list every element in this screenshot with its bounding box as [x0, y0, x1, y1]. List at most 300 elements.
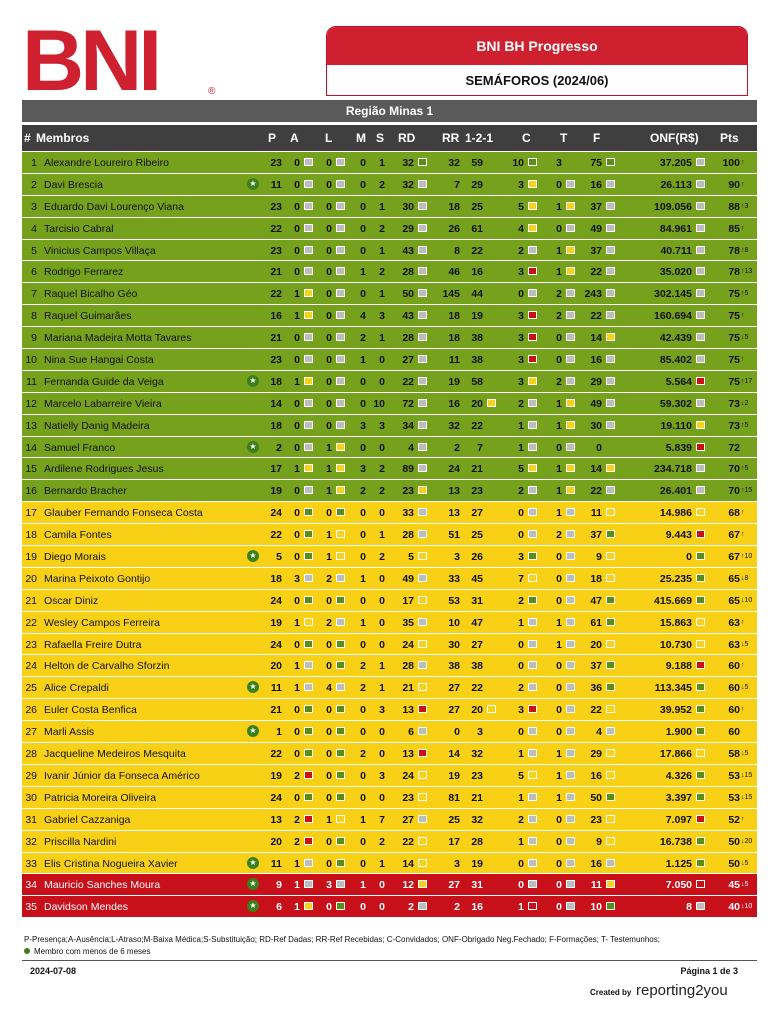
table-row: [22, 502, 757, 524]
row-number: 12: [25, 397, 37, 410]
status-indicator-icon: [336, 180, 345, 188]
cell-l: 2: [326, 616, 332, 629]
cell-p: 23: [270, 354, 282, 367]
pts-trend: ↑5: [741, 421, 749, 429]
cell-t: 1: [556, 769, 562, 782]
status-indicator-icon: [528, 224, 537, 232]
status-indicator-icon: [696, 267, 705, 275]
cell-m: 2: [360, 485, 366, 498]
status-indicator-icon: [606, 311, 615, 319]
report-date: 2024-07-08: [30, 966, 77, 976]
status-indicator-icon: [418, 552, 427, 560]
status-indicator-icon: [418, 859, 427, 867]
cell-c: 0: [518, 529, 524, 542]
status-indicator-icon: [418, 815, 427, 823]
cell-f: 37: [590, 529, 602, 542]
status-indicator-icon: [336, 552, 345, 560]
cell-c: 1: [518, 835, 524, 848]
cell-f: 9: [596, 551, 602, 564]
table-row: [22, 699, 757, 721]
table-row: [22, 458, 757, 480]
cell-p: 22: [270, 529, 282, 542]
cell-pts: 70: [728, 463, 740, 476]
cell-onf: 25.235: [659, 572, 692, 585]
cell-p: 5: [276, 551, 282, 564]
cell-l: 0: [326, 288, 332, 301]
cell-s: 1: [379, 857, 385, 870]
status-indicator-icon: [487, 705, 496, 713]
cell-p: 19: [270, 485, 282, 498]
cell-l: 0: [326, 857, 332, 870]
cell-rd: 28: [402, 332, 414, 345]
col-s: S: [376, 131, 385, 145]
status-indicator-icon: [304, 508, 313, 516]
member-name: Ivanir Júnior da Fonseca Américo: [44, 769, 200, 782]
status-indicator-icon: [304, 224, 313, 232]
cell-t: 1: [556, 419, 562, 432]
cell-s: 0: [379, 354, 385, 367]
cell-m: 0: [360, 244, 366, 257]
cell-rr: 27: [448, 682, 460, 695]
cell-l: 0: [326, 507, 332, 520]
cell-a: 1: [294, 682, 300, 695]
table-header: [22, 125, 757, 151]
cell-m: 0: [360, 835, 366, 848]
status-indicator-icon: [528, 377, 537, 385]
status-indicator-icon: [304, 880, 313, 888]
cell-rr: 18: [448, 332, 460, 345]
table-row: [22, 874, 757, 896]
status-indicator-icon: [336, 705, 345, 713]
status-indicator-icon: [418, 618, 427, 626]
cell-f: 29: [590, 748, 602, 761]
member-name: Diego Morais: [44, 551, 106, 564]
cell-t: 1: [556, 266, 562, 279]
row-number: 31: [25, 813, 37, 826]
cell-p: 20: [270, 660, 282, 673]
cell-f: 49: [590, 222, 602, 235]
cell-l: 0: [326, 200, 332, 213]
member-name: Gabriel Cazzaniga: [44, 813, 131, 826]
cell-a: 0: [294, 726, 300, 739]
cell-rd: 21: [402, 682, 414, 695]
status-indicator-icon: [336, 377, 345, 385]
cell-l: 2: [326, 572, 332, 585]
cell-t: 0: [556, 441, 562, 454]
status-indicator-icon: [606, 399, 615, 407]
cell-f: 22: [590, 704, 602, 717]
table-row: [22, 765, 757, 787]
cell-a: 0: [294, 419, 300, 432]
cell-t: 1: [556, 748, 562, 761]
status-indicator-icon: [566, 355, 575, 363]
cell-c: 3: [518, 704, 524, 717]
cell-t: 1: [556, 507, 562, 520]
cell-s: 1: [379, 332, 385, 345]
col-rr: RR: [442, 131, 460, 145]
member-name: Priscilla Nardini: [44, 835, 117, 848]
status-indicator-icon: [566, 508, 575, 516]
status-indicator-icon: [304, 837, 313, 845]
status-indicator-icon: [304, 443, 313, 451]
cell-one21: 20: [471, 397, 483, 410]
status-indicator-icon: [418, 727, 427, 735]
cell-l: 4: [326, 682, 332, 695]
cell-c: 1: [518, 748, 524, 761]
cell-pts: 75: [728, 375, 740, 388]
cell-l: 0: [326, 594, 332, 607]
cell-a: 1: [294, 463, 300, 476]
cell-pts: 40: [728, 901, 740, 914]
cell-p: 21: [270, 266, 282, 279]
cell-onf: 17.866: [659, 748, 692, 761]
cell-l: 1: [326, 551, 332, 564]
cell-a: 1: [294, 288, 300, 301]
cell-pts: 75: [728, 288, 740, 301]
status-indicator-icon: [304, 574, 313, 582]
status-indicator-icon: [304, 311, 313, 319]
cell-p: 14: [270, 397, 282, 410]
cell-pts: 65: [728, 572, 740, 585]
member-name: Natielly Danig Madeira: [44, 419, 150, 432]
status-indicator-icon: [336, 443, 345, 451]
members-table: [22, 152, 757, 918]
cell-a: 0: [294, 638, 300, 651]
cell-rd: 23: [402, 485, 414, 498]
status-indicator-icon: [566, 552, 575, 560]
page-number: Página 1 de 3: [680, 966, 738, 976]
row-number: 28: [25, 748, 37, 761]
new-member-dot-icon: [24, 948, 30, 954]
status-indicator-icon: [696, 859, 705, 867]
cell-f: 23: [590, 813, 602, 826]
table-row: [22, 196, 757, 218]
cell-s: 10: [373, 397, 385, 410]
cell-f: 22: [590, 266, 602, 279]
status-indicator-icon: [528, 311, 537, 319]
cell-onf: 5.839: [665, 441, 692, 454]
cell-l: 0: [326, 791, 332, 804]
status-indicator-icon: [696, 683, 705, 691]
cell-one21: 7: [477, 441, 483, 454]
cell-f: 10: [590, 901, 602, 914]
status-indicator-icon: [418, 289, 427, 297]
row-number: 23: [25, 638, 37, 651]
status-indicator-icon: [606, 246, 615, 254]
pts-trend: ↑: [741, 531, 745, 539]
status-indicator-icon: [606, 224, 615, 232]
cell-onf: 234.718: [654, 463, 692, 476]
status-indicator-icon: [304, 530, 313, 538]
cell-rd: 28: [402, 660, 414, 673]
cell-l: 0: [326, 178, 332, 191]
cell-l: 0: [326, 375, 332, 388]
cell-a: 1: [294, 879, 300, 892]
cell-l: 0: [326, 310, 332, 323]
cell-s: 2: [379, 222, 385, 235]
cell-c: 1: [518, 441, 524, 454]
cell-m: 3: [360, 419, 366, 432]
status-indicator-icon: [304, 552, 313, 560]
member-name: Alice Crepaldi: [44, 682, 109, 695]
cell-s: 1: [379, 244, 385, 257]
cell-rd: 27: [402, 813, 414, 826]
cell-rd: 13: [402, 704, 414, 717]
cell-c: 1: [518, 616, 524, 629]
cell-t: 0: [556, 332, 562, 345]
cell-rr: 13: [448, 485, 460, 498]
status-indicator-icon: [528, 859, 537, 867]
cell-pts: 90: [728, 178, 740, 191]
pts-trend: ↑: [741, 312, 745, 320]
status-indicator-icon: [418, 421, 427, 429]
cell-m: 0: [360, 638, 366, 651]
cell-t: 0: [556, 178, 562, 191]
status-indicator-icon: [528, 443, 537, 451]
cell-t: 0: [556, 704, 562, 717]
status-indicator-icon: [336, 311, 345, 319]
status-indicator-icon: [418, 880, 427, 888]
new-member-star-icon: ★: [247, 681, 259, 693]
row-number: 5: [31, 244, 37, 257]
cell-onf: 0: [686, 551, 692, 564]
cell-t: 0: [556, 682, 562, 695]
cell-t: 1: [556, 616, 562, 629]
cell-rd: 43: [402, 310, 414, 323]
cell-p: 2: [276, 441, 282, 454]
cell-rd: 22: [402, 835, 414, 848]
registered-mark: ®: [208, 86, 216, 96]
pts-trend: ↑5: [741, 465, 749, 473]
cell-t: 0: [556, 835, 562, 848]
cell-pts: 73: [728, 397, 740, 410]
status-indicator-icon: [304, 399, 313, 407]
member-name: Davidson Mendes: [44, 901, 129, 914]
status-indicator-icon: [304, 180, 313, 188]
status-indicator-icon: [528, 661, 537, 669]
cell-c: 2: [518, 244, 524, 257]
table-row: [22, 853, 757, 875]
status-indicator-icon: [606, 771, 615, 779]
new-member-star-icon: ★: [247, 878, 259, 890]
status-indicator-icon: [566, 902, 575, 910]
status-indicator-icon: [566, 311, 575, 319]
cell-p: 22: [270, 222, 282, 235]
cell-one21: 31: [471, 594, 483, 607]
status-indicator-icon: [566, 683, 575, 691]
status-indicator-icon: [336, 640, 345, 648]
status-indicator-icon: [304, 815, 313, 823]
cell-s: 0: [379, 791, 385, 804]
cell-onf: 415.669: [654, 594, 692, 607]
status-indicator-icon: [336, 158, 345, 166]
cell-s: 2: [379, 485, 385, 498]
cell-c: 2: [518, 397, 524, 410]
cell-l: 0: [326, 244, 332, 257]
status-indicator-icon: [528, 530, 537, 538]
cell-rd: 23: [402, 791, 414, 804]
status-indicator-icon: [696, 158, 705, 166]
cell-onf: 113.345: [654, 682, 692, 695]
cell-p: 11: [270, 857, 282, 870]
status-indicator-icon: [336, 202, 345, 210]
table-row: [22, 896, 757, 918]
status-indicator-icon: [336, 618, 345, 626]
cell-pts: 60: [728, 660, 740, 673]
status-indicator-icon: [696, 246, 705, 254]
status-indicator-icon: [606, 640, 615, 648]
cell-a: 1: [294, 857, 300, 870]
status-indicator-icon: [304, 771, 313, 779]
cell-t: 0: [556, 222, 562, 235]
cell-onf: 37.205: [659, 157, 692, 169]
cell-rr: 17: [448, 835, 460, 848]
cell-s: 0: [379, 441, 385, 454]
col-a: A: [290, 131, 299, 145]
table-row: [22, 152, 757, 174]
new-member-star-icon: ★: [247, 857, 259, 869]
status-indicator-icon: [696, 749, 705, 757]
cell-a: 0: [294, 178, 300, 191]
status-indicator-icon: [418, 749, 427, 757]
cell-s: 0: [379, 879, 385, 892]
cell-m: 0: [360, 529, 366, 542]
status-indicator-icon: [566, 727, 575, 735]
status-indicator-icon: [528, 202, 537, 210]
cell-pts: 50: [728, 857, 740, 870]
cell-one21: 22: [471, 682, 483, 695]
table-row: [22, 831, 757, 853]
status-indicator-icon: [696, 727, 705, 735]
status-indicator-icon: [418, 902, 427, 910]
cell-s: 1: [379, 288, 385, 301]
cell-rd: 24: [402, 769, 414, 782]
row-number: 7: [31, 288, 37, 301]
pts-trend: ↑17: [741, 377, 753, 385]
status-indicator-icon: [566, 486, 575, 494]
row-number: 19: [25, 551, 37, 564]
cell-rd: 12: [402, 879, 414, 892]
row-number: 25: [25, 682, 37, 695]
member-name: Samuel Franco: [44, 441, 116, 454]
status-indicator-icon: [606, 661, 615, 669]
cell-rd: 35: [402, 616, 414, 629]
cell-one21: 25: [471, 200, 483, 213]
col-rd: RD: [398, 131, 416, 145]
cell-m: 3: [360, 463, 366, 476]
cell-s: 3: [379, 704, 385, 717]
status-indicator-icon: [304, 640, 313, 648]
cell-p: 19: [270, 616, 282, 629]
status-indicator-icon: [336, 421, 345, 429]
status-indicator-icon: [606, 355, 615, 363]
cell-m: 0: [360, 288, 366, 301]
cell-p: 17: [270, 463, 282, 476]
status-indicator-icon: [566, 661, 575, 669]
status-indicator-icon: [418, 333, 427, 341]
member-name: Davi Brescia: [44, 178, 103, 191]
status-indicator-icon: [528, 267, 537, 275]
cell-l: 0: [326, 638, 332, 651]
cell-rr: 14: [448, 748, 460, 761]
cell-f: 9: [596, 835, 602, 848]
cell-l: 0: [326, 660, 332, 673]
row-number: 15: [25, 463, 37, 476]
status-indicator-icon: [566, 793, 575, 801]
cell-rr: 51: [448, 529, 460, 542]
pts-trend: ↓15: [741, 771, 753, 779]
table-row: [22, 174, 757, 196]
cell-a: 1: [294, 310, 300, 323]
cell-p: 22: [270, 748, 282, 761]
status-indicator-icon: [418, 464, 427, 472]
cell-l: 0: [326, 835, 332, 848]
new-member-star-icon: ★: [247, 900, 259, 912]
row-number: 2: [31, 178, 37, 191]
cell-onf: 4.326: [665, 769, 692, 782]
cell-m: 1: [360, 354, 366, 367]
cell-t: 0: [556, 551, 562, 564]
cell-p: 20: [270, 835, 282, 848]
cell-pts: 73: [728, 419, 740, 432]
cell-s: 0: [379, 726, 385, 739]
status-indicator-icon: [336, 486, 345, 494]
status-indicator-icon: [418, 311, 427, 319]
cell-one21: 58: [471, 375, 483, 388]
cell-rd: 34: [402, 419, 414, 432]
cell-p: 18: [270, 419, 282, 432]
col-p: P: [268, 131, 277, 145]
status-indicator-icon: [528, 727, 537, 735]
row-number: 29: [25, 769, 37, 782]
legend-new-member-text: Membro com menos de 6 meses: [34, 947, 151, 956]
cell-pts: 88: [728, 200, 740, 213]
cell-m: 0: [360, 769, 366, 782]
pts-trend: ↑5: [741, 290, 749, 298]
cell-onf: 7.097: [665, 813, 692, 826]
row-number: 16: [25, 485, 37, 498]
status-indicator-icon: [336, 815, 345, 823]
pts-trend: ↑: [741, 618, 745, 626]
cell-rr: 16: [448, 397, 460, 410]
cell-m: 1: [360, 266, 366, 279]
status-indicator-icon: [418, 158, 427, 166]
pts-trend: ↓10: [741, 596, 753, 604]
table-row: [22, 677, 757, 699]
status-indicator-icon: [696, 202, 705, 210]
status-indicator-icon: [696, 596, 705, 604]
col-m: M: [356, 131, 366, 145]
cell-rd: 49: [402, 572, 414, 585]
table-row: [22, 240, 757, 262]
cell-c: 7: [518, 572, 524, 585]
cell-t: 0: [556, 901, 562, 914]
status-indicator-icon: [304, 267, 313, 275]
cell-onf: 40.711: [660, 244, 692, 257]
region-title: Região Minas 1: [22, 100, 757, 122]
cell-s: 0: [379, 748, 385, 761]
cell-pts: 68: [728, 507, 740, 520]
table-row: [22, 634, 757, 656]
cell-a: 1: [294, 375, 300, 388]
cell-m: 2: [360, 748, 366, 761]
cell-onf: 19.110: [660, 419, 692, 432]
status-indicator-icon: [304, 421, 313, 429]
table-row: [22, 305, 757, 327]
cell-c: 0: [518, 879, 524, 892]
cell-a: 0: [294, 332, 300, 345]
cell-f: 0: [596, 441, 602, 454]
